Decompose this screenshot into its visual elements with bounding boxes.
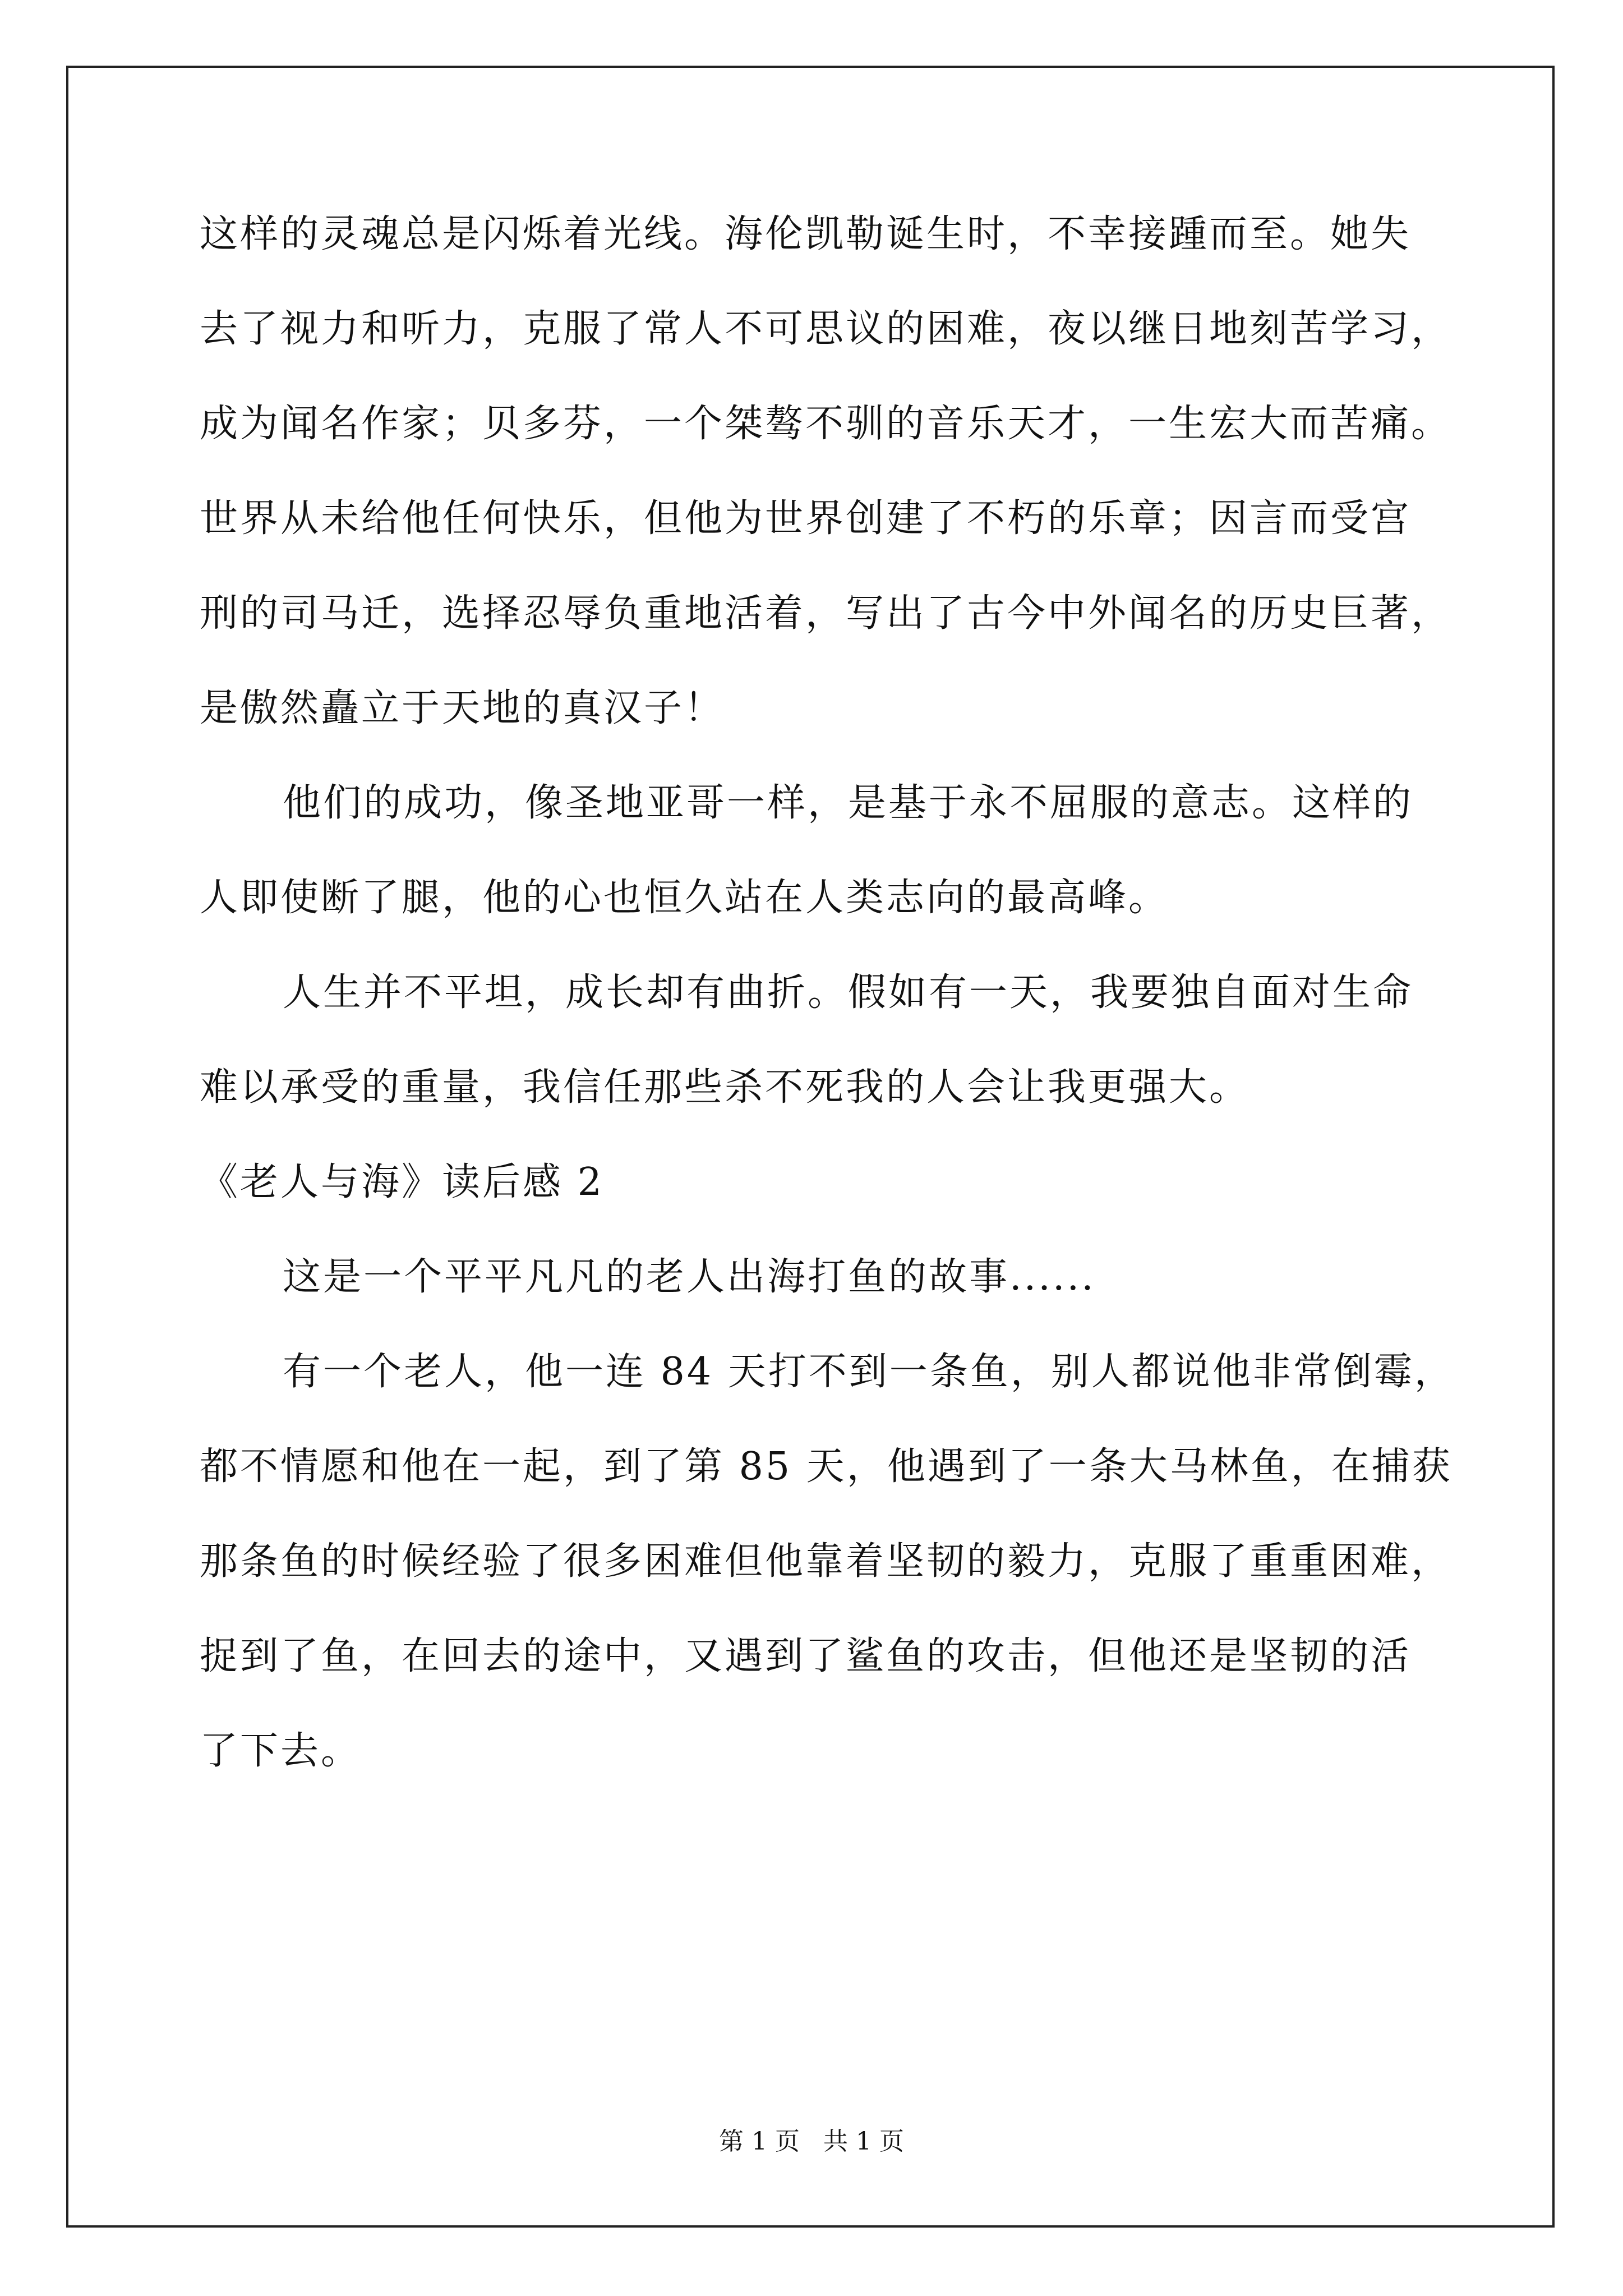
text-line: 成为闻名作家；贝多芬，一个桀骜不驯的音乐天才，一生宏大而苦痛。: [200, 402, 1452, 446]
section-heading: 《老人与海》读后感 2: [200, 1160, 604, 1204]
text-line: 刑的司马迁，选择忍辱负重地活着，写出了古今中外闻名的历史巨著，: [200, 591, 1452, 636]
text-line: 了下去。: [200, 1729, 362, 1773]
text-line: 这样的灵魂总是闪烁着光线。海伦凯勒诞生时，不幸接踵而至。她失: [200, 212, 1412, 256]
text-line: 难以承受的重量，我信任那些杀不死我的人会让我更强大。: [200, 1065, 1250, 1110]
text-line: 世界从未给他任何快乐，但他为世界创建了不朽的乐章；因言而受宫: [200, 496, 1412, 541]
text-line: 是傲然矗立于天地的真汉子！: [200, 686, 725, 730]
text-line: 他们的成功，像圣地亚哥一样，是基于永不屈服的意志。这样的: [283, 781, 1414, 825]
page-footer: 第 1 页 共 1 页: [719, 2127, 904, 2156]
text-line: 去了视力和听力，克服了常人不可思议的困难，夜以继日地刻苦学习，: [200, 307, 1452, 351]
text-line: 有一个老人，他一连 84 天打不到一条鱼，别人都说他非常倒霉，: [283, 1350, 1455, 1394]
text-line: 那条鱼的时候经验了很多困难但他靠着坚韧的毅力，克服了重重困难，: [200, 1539, 1452, 1584]
text-line: 捉到了鱼，在回去的途中，又遇到了鲨鱼的攻击，但他还是坚韧的活: [200, 1634, 1412, 1678]
text-line: 人生并不平坦，成长却有曲折。假如有一天，我要独自面对生命: [283, 970, 1414, 1015]
page-frame: [66, 66, 1555, 2228]
text-line: 人即使断了腿，他的心也恒久站在人类志向的最高峰。: [200, 876, 1169, 920]
text-line: 都不情愿和他在一起，到了第 85 天，他遇到了一条大马林鱼，在捕获: [200, 1444, 1453, 1489]
text-line: 这是一个平平凡凡的老人出海打鱼的故事......: [283, 1255, 1096, 1299]
